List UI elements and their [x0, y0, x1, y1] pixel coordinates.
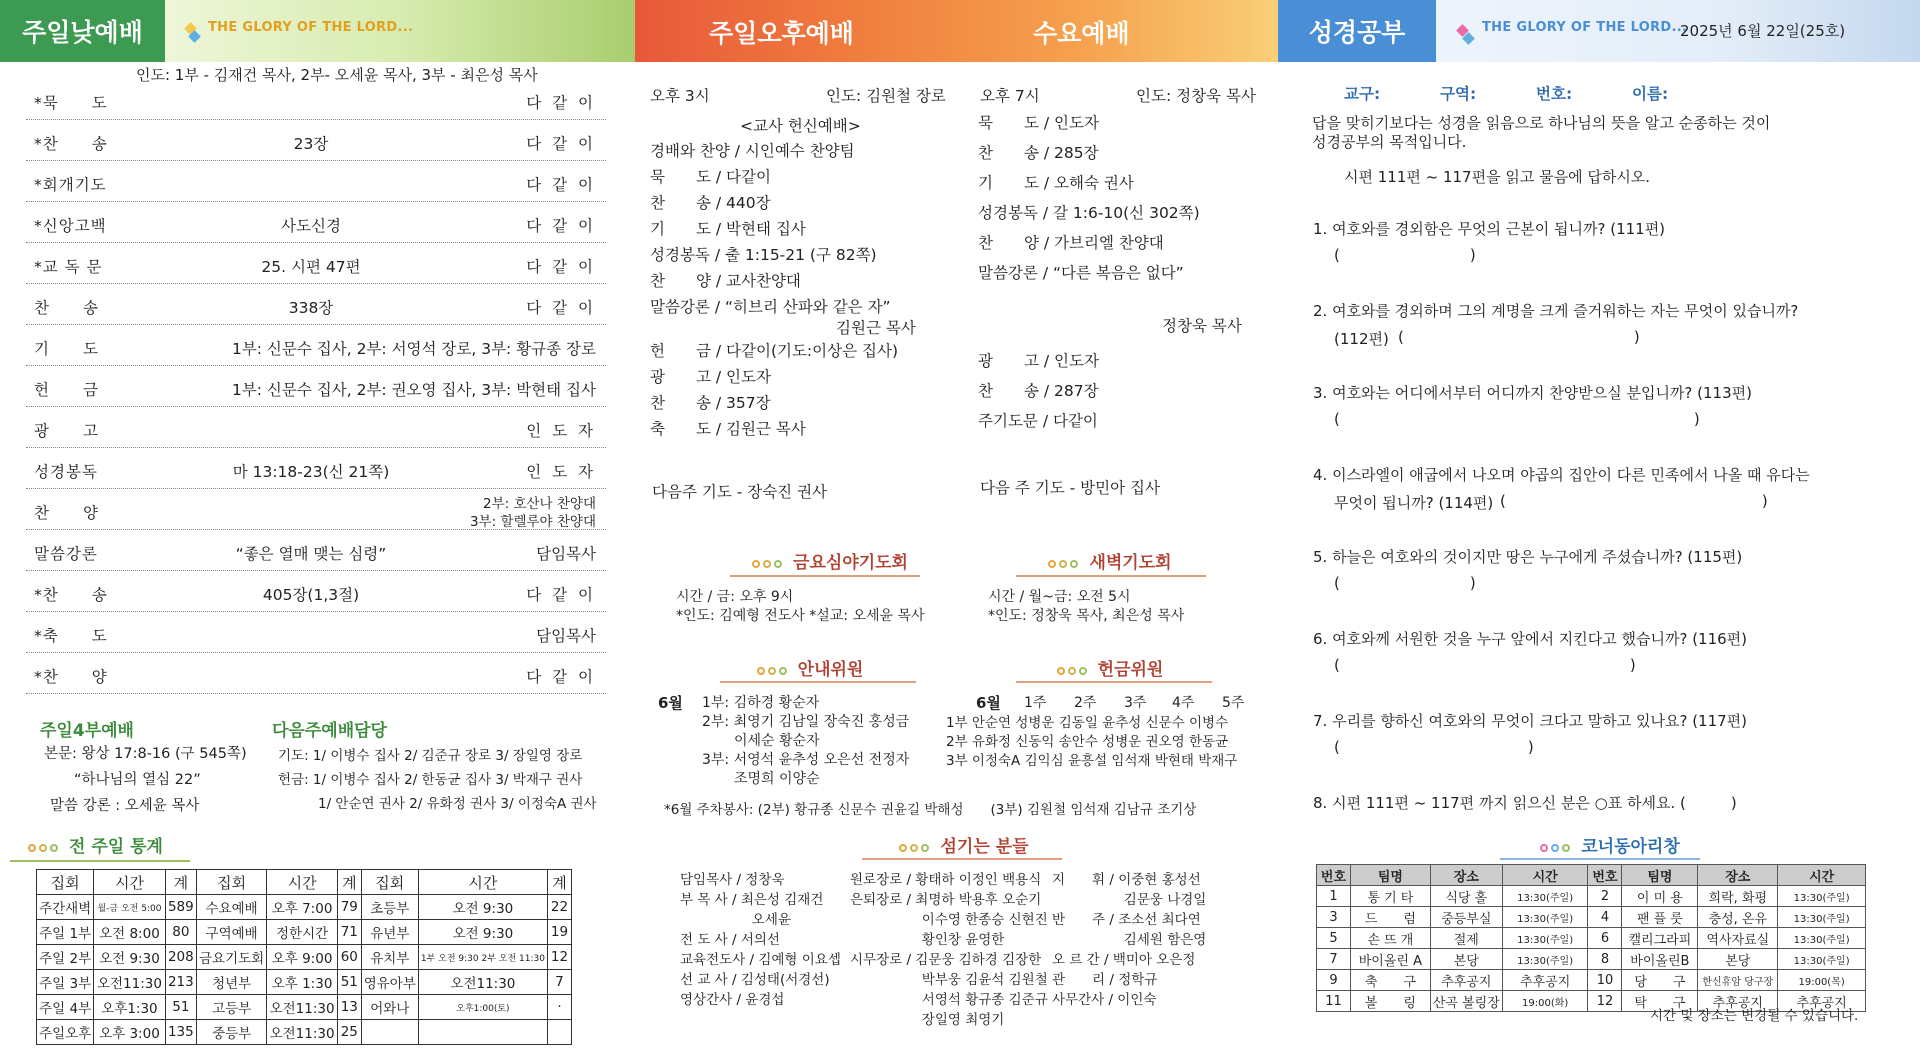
dawn-lead: *인도: 정창욱 목사, 최은성 목사: [988, 608, 1185, 624]
table-cell: [418, 1020, 547, 1045]
table-cell: 오전11:30: [267, 1020, 338, 1045]
answer-blank-1[interactable]: ( ): [1334, 246, 1476, 264]
offering-row: 3부 이정숙A 김익심 윤흥설 임석재 박현태 박재구: [946, 753, 1238, 769]
order-row: 찬 양 2부: 호산나 찬양대 3부: 할렐루야 찬양대: [26, 490, 606, 530]
glory-text: THE GLORY OF THE LORD...: [208, 20, 414, 35]
afternoon-item: 헌 금 / 다같이(기도:이상은 집사): [650, 342, 898, 360]
table-cell: 오전11:30: [94, 970, 165, 995]
header-afternoon: [635, 0, 1278, 62]
offering-underline: [1016, 681, 1212, 683]
table-cell: 주일오후: [37, 1020, 94, 1045]
table-cell: 수요예배: [197, 895, 267, 920]
fourth-text: 본문: 왕상 17:8-16 (구 545쪽): [44, 746, 247, 762]
table-header-cell: 계: [165, 870, 196, 895]
table-cell: 12: [547, 945, 571, 970]
question-4: 4. 이스라엘이 애굽에서 나오며 야곱의 집안이 다른 민족에서 나올 때 유다는: [1313, 466, 1810, 484]
table-cell: 어와나: [361, 995, 418, 1020]
table-row: [1317, 886, 1866, 907]
offering-row: 1부 안순연 성병운 김동일 윤추성 신문수 이병수: [946, 715, 1229, 731]
servant-line: 은퇴장로 / 최명하 박용후 오순기: [850, 892, 1042, 908]
wed-time: 오후 7시: [980, 87, 1040, 105]
table-cell: 식당 홀: [1430, 886, 1502, 907]
club-underline: [1500, 858, 1700, 860]
table-cell: 11: [1317, 991, 1351, 1012]
table-row: [37, 1020, 572, 1045]
friday-title: 금요심야기도회: [730, 548, 930, 573]
order-row: 말씀강론 “좋은 열매 맺는 심령” 담임목사: [26, 531, 606, 571]
afternoon-items: [650, 138, 891, 320]
table-cell: 유년부: [361, 920, 418, 945]
wed-item: 찬 송 / 285장: [978, 144, 1099, 162]
table-cell: 8: [1588, 949, 1622, 970]
ushers-line: 3부: 서영석 윤추성 오은선 전정자: [702, 752, 910, 768]
table-cell: 10: [1588, 970, 1622, 991]
wed-items-2: [978, 346, 1099, 436]
choir-2: 2부: 호산나 찬양대: [482, 496, 596, 512]
label-number: 번호:: [1536, 85, 1573, 103]
servant-line: 오 르 간 / 백미아 오은정: [1052, 952, 1196, 968]
table-cell: 208: [165, 945, 196, 970]
table-cell: 오전 9:30: [418, 895, 547, 920]
order-row: 기 도 1부: 신문수 집사, 2부: 서영석 장로, 3부: 황규종 장로: [26, 326, 606, 366]
table-row: [1317, 970, 1866, 991]
table-row: [37, 995, 572, 1020]
wed-item: 말씀강론 / “다른 복음은 없다”: [978, 264, 1184, 282]
table-cell: 6: [1588, 928, 1622, 949]
order-row: 헌 금 1부: 신문수 집사, 2부: 권오영 집사, 3부: 박현태 집사: [26, 367, 606, 407]
wed-preacher: 정창욱 목사: [1162, 317, 1242, 335]
table-header-cell: 시간: [1502, 865, 1588, 886]
question-1: 1. 여호와를 경외함은 무엇의 근본이 됩니까? (111편): [1313, 220, 1666, 238]
answer-blank-6[interactable]: ( ): [1334, 656, 1636, 674]
table-cell: 주일 3부: [37, 970, 94, 995]
table-cell: 충성, 온유: [1698, 907, 1778, 928]
afternoon-item: 기 도 / 박현태 집사: [650, 220, 806, 238]
table-header-cell: 장소: [1698, 865, 1778, 886]
afternoon-time: 오후 3시: [650, 87, 710, 105]
table-cell: 7: [547, 970, 571, 995]
table-cell: 4: [1588, 907, 1622, 928]
table-cell: 구역예배: [197, 920, 267, 945]
offering-month: 6월: [976, 694, 1001, 712]
stats-title: 전 주일 통계: [28, 832, 163, 857]
table-cell: 오전 9:30: [418, 920, 547, 945]
table-cell: 주일 2부: [37, 945, 94, 970]
study-intro-2: 성경공부의 목적입니다.: [1312, 133, 1467, 151]
next-offering-1: 헌금: 1/ 이병수 집사 2/ 한동균 집사 3/ 박재구 권사: [278, 772, 583, 788]
wed-item: 성경봉독 / 갈 1:6-10(신 302쪽): [978, 204, 1200, 222]
table-cell: 25: [337, 1020, 361, 1045]
morning-order: [26, 80, 606, 700]
dots-icon: [1057, 660, 1090, 680]
header-study: [1278, 0, 1920, 62]
ushers-title: 안내위원: [710, 655, 910, 680]
table-cell: 9: [1317, 970, 1351, 991]
dawn-underline: [1016, 575, 1206, 577]
club-table: [1316, 864, 1866, 1012]
dots-icon: [752, 553, 785, 573]
order-row: *찬 송 405장(1,3절) 다 같 이: [26, 572, 606, 612]
club-title: 코너동아리창: [1500, 832, 1720, 857]
table-cell: 135: [165, 1020, 196, 1045]
next-offering-2: 1/ 안순연 권사 2/ 유화정 권사 3/ 이정숙A 권사: [318, 796, 597, 812]
question-6: 6. 여호와께 서원한 것을 누구 앞에서 지킨다고 했습니까? (116편): [1313, 630, 1748, 648]
servants-underline: [862, 858, 1062, 860]
dots-icon: [1048, 553, 1081, 573]
servant-line: 교육전도사 / 김예형 이요셉: [680, 952, 841, 968]
friday-underline: [730, 575, 920, 577]
table-cell: 오후 7:00: [267, 895, 338, 920]
servant-line: 시무장로 / 김문웅 김하경 김장한: [850, 952, 1042, 968]
table-cell: 13:30(주일): [1502, 949, 1588, 970]
table-cell: 바이올린 A: [1350, 949, 1430, 970]
table-cell: 팬 플 룻: [1622, 907, 1698, 928]
table-header-cell: 번호: [1317, 865, 1351, 886]
servant-line: 지 휘 / 이중현 홍성선: [1052, 872, 1201, 888]
afternoon-item: 찬 송 / 440장: [650, 194, 771, 212]
order-row: *찬 송 23장 다 같 이: [26, 121, 606, 161]
wed-item: 광 고 / 인도자: [978, 352, 1099, 370]
table-cell: 축 구: [1350, 970, 1430, 991]
ushers-line: 이세순 황순자: [734, 733, 820, 749]
servant-line: 원로장로 / 황태하 이정인 백용식: [850, 872, 1042, 888]
servant-line: 영상간사 / 윤경섭: [680, 992, 785, 1008]
table-cell: 오후 1:30: [267, 970, 338, 995]
table-cell: 월-금 오전 5:00: [94, 895, 165, 920]
table-header-cell: 계: [547, 870, 571, 895]
label-district: 교구:: [1344, 85, 1381, 103]
wed-item: 주기도문 / 다같이: [978, 412, 1098, 430]
table-cell: 캘리그라피: [1622, 928, 1698, 949]
table-cell: 79: [337, 895, 361, 920]
stats-table: [36, 869, 572, 1045]
order-row: 광 고 인 도 자: [26, 408, 606, 448]
table-row: [37, 945, 572, 970]
table-cell: 19: [547, 920, 571, 945]
table-row: [37, 920, 572, 945]
choir-3: 3부: 할렐루야 찬양대: [469, 514, 596, 530]
table-header-cell: 장소: [1430, 865, 1502, 886]
table-cell: 본당: [1698, 949, 1778, 970]
stats-underline: [10, 860, 190, 862]
table-cell: 이 미 용: [1622, 886, 1698, 907]
wed-item: 찬 양 / 가브리엘 찬양대: [978, 234, 1164, 252]
question-2-ref: (112편): [1334, 330, 1389, 348]
table-cell: 12: [1588, 991, 1622, 1012]
morning-leaders: 인도: 1부 - 김재건 목사, 2부- 오세윤 목사, 3부 - 최은성 목사: [136, 66, 538, 84]
afternoon-item: 찬 양 / 교사찬양대: [650, 272, 801, 290]
afternoon-item: 축 도 / 김원근 목사: [650, 420, 806, 438]
order-row: *축 도 담임목사: [26, 613, 606, 653]
table-header-cell: 시간: [418, 870, 547, 895]
servants-title: 섬기는 분들: [864, 832, 1064, 857]
servant-line: 관 리 / 정학규: [1052, 972, 1158, 988]
table-cell: 오전11:30: [418, 970, 547, 995]
week-label: 5주: [1222, 695, 1245, 711]
table-cell: 추후공지: [1778, 991, 1866, 1012]
table-cell: 한신휴암 당구장: [1698, 970, 1778, 991]
table-cell: 청년부: [197, 970, 267, 995]
friday-time: 시간 / 금: 오후 9시: [676, 589, 794, 605]
table-header-cell: 시간: [1778, 865, 1866, 886]
table-cell: [361, 1020, 418, 1045]
table-cell: 오후 9:00: [267, 945, 338, 970]
table-cell: 주일 4부: [37, 995, 94, 1020]
table-header-row: [37, 870, 572, 895]
table-row: [1317, 949, 1866, 970]
table-cell: 탁 구: [1622, 991, 1698, 1012]
study-instruction: 시편 111편 ~ 117편을 읽고 물음에 답하시오.: [1344, 168, 1651, 186]
table-row: [37, 970, 572, 995]
table-header-cell: 번호: [1588, 865, 1622, 886]
servant-line: 황인창 윤영한: [850, 932, 1005, 948]
table-header-cell: 집회: [37, 870, 94, 895]
table-cell: 추후공지: [1698, 991, 1778, 1012]
table-cell: 추후공지: [1430, 970, 1502, 991]
order-row: *교 독 문 25. 시편 47편 다 같 이: [26, 244, 606, 284]
servant-line: 장일영 최영기: [850, 1012, 1005, 1028]
dots-icon: [28, 837, 61, 857]
table-cell: 오후1:00(토): [418, 995, 547, 1020]
table-cell: 13: [337, 995, 361, 1020]
table-cell: 3: [1317, 907, 1351, 928]
week-label: 4주: [1172, 695, 1195, 711]
week-label: 3주: [1124, 695, 1147, 711]
table-cell: 51: [337, 970, 361, 995]
label-name: 이름:: [1632, 85, 1669, 103]
answer-blank-2[interactable]: ( ): [1398, 328, 1640, 346]
glory-text: THE GLORY OF THE LORD...: [1482, 20, 1688, 35]
table-header-cell: 팀명: [1350, 865, 1430, 886]
afternoon-item: 말씀강론 / “히브리 산파와 같은 자”: [650, 298, 891, 316]
table-header-cell: 팀명: [1622, 865, 1698, 886]
table-cell: 13:30(주일): [1778, 949, 1866, 970]
question-4-ref: 무엇이 됩니까? (114편): [1334, 494, 1494, 512]
label-area: 구역:: [1440, 85, 1477, 103]
dawn-title: 새벽기도회: [1010, 548, 1210, 573]
table-cell: 오전11:30: [267, 995, 338, 1020]
table-cell: 13:30(주일): [1502, 886, 1588, 907]
table-cell: 바이올린B: [1622, 949, 1698, 970]
table-cell: 드 럼: [1350, 907, 1430, 928]
wed-leader: 인도: 정창욱 목사: [1136, 87, 1256, 105]
servant-line: 서영석 황규종 김준규: [850, 992, 1048, 1008]
week-label: 2주: [1074, 695, 1097, 711]
servant-line: 김세원 함은영: [1052, 932, 1207, 948]
table-cell: 213: [165, 970, 196, 995]
table-cell: 13:30(주일): [1502, 928, 1588, 949]
table-cell: 13:30(주일): [1778, 886, 1866, 907]
answer-blank-4[interactable]: ( ): [1500, 492, 1768, 510]
ushers-underline: [720, 681, 916, 683]
table-row: [1317, 928, 1866, 949]
wed-item: 찬 송 / 287장: [978, 382, 1099, 400]
table-cell: 589: [165, 895, 196, 920]
question-2: 2. 여호와를 경외하며 그의 계명을 크게 즐거워하는 자는 무엇이 있습니까?: [1313, 302, 1799, 320]
servant-line: 선 교 사 / 김성태(서경선): [680, 972, 830, 988]
table-cell: 13:30(주일): [1778, 928, 1866, 949]
table-header-cell: 시간: [267, 870, 338, 895]
answer-blank-3[interactable]: ( ): [1334, 410, 1700, 428]
table-cell: 산곡 볼링장: [1430, 991, 1502, 1012]
question-7: 7. 우리를 향하신 여호와의 무엇이 크다고 말하고 있나요? (117편): [1313, 712, 1748, 730]
order-row: *묵 도 다 같 이: [26, 80, 606, 120]
servant-line: 부 목 사 / 최은성 김재건: [680, 892, 824, 908]
study-intro-1: 답을 맞히기보다는 성경을 읽음으로 하나님의 뜻을 알고 순종하는 것이: [1312, 114, 1771, 132]
table-cell: 13:30(주일): [1502, 907, 1588, 928]
table-cell: ·: [547, 995, 571, 1020]
servant-line: 전 도 사 / 서의선: [680, 932, 780, 948]
ushers-line: 1부: 김하경 황순자: [702, 695, 820, 711]
afternoon-leader: 인도: 김원철 장로: [826, 87, 946, 105]
table-row: [37, 895, 572, 920]
servant-line: 오세윤: [680, 912, 791, 928]
table-cell: 역사자료실: [1698, 928, 1778, 949]
question-5: 5. 하늘은 여호와의 것이지만 땅은 누구에게 주셨습니까? (115편): [1313, 548, 1743, 566]
servant-line: 이수영 한종승 신현진: [850, 912, 1048, 928]
question-8: 8. 시편 111편 ~ 117편 까지 읽으신 분은 ○표 하세요. ( ): [1313, 794, 1737, 812]
afternoon-item: 경배와 찬양 / 시인예수 찬양팀: [650, 142, 855, 160]
table-cell: [547, 1020, 571, 1045]
wed-item: 묵 도 / 인도자: [978, 114, 1099, 132]
question-3: 3. 여호와는 어디에서부터 어디까지 찬양받으실 분입니까? (113편): [1313, 384, 1752, 402]
wed-items: [978, 108, 1200, 288]
fourth-speaker: 말씀 강론 : 오세윤 목사: [50, 798, 200, 814]
table-cell: 정한시간: [267, 920, 338, 945]
ushers-line: 2부: 최영기 김남일 장숙진 홍성금: [702, 714, 910, 730]
afternoon-preacher: 김원근 목사: [836, 319, 916, 337]
next-prayer: 기도: 1/ 이병수 집사 2/ 김준규 장로 3/ 장일영 장로: [278, 748, 583, 764]
table-cell: 손 뜨 개: [1350, 928, 1430, 949]
table-cell: 71: [337, 920, 361, 945]
table-cell: 영유아부: [361, 970, 418, 995]
servant-line: 김문웅 나경일: [1052, 892, 1207, 908]
dawn-time: 시간 / 월~금: 오전 5시: [988, 589, 1131, 605]
fourth-service-title: 주일4부예배: [40, 721, 134, 741]
table-cell: 중등부: [197, 1020, 267, 1045]
week-label: 1주: [1024, 695, 1047, 711]
offering-title: 헌금위원: [1010, 655, 1210, 680]
table-cell: 1: [1317, 886, 1351, 907]
table-cell: 오후 3:00: [94, 1020, 165, 1045]
table-header-cell: 집회: [361, 870, 418, 895]
table-cell: 22: [547, 895, 571, 920]
header-morning: [0, 0, 635, 62]
table-cell: 볼 링: [1350, 991, 1430, 1012]
answer-blank-7[interactable]: ( ): [1334, 738, 1534, 756]
issue-date: 2025년 6월 22일(25호): [1680, 22, 1846, 40]
servant-line: 반 주 / 조소선 최다연: [1052, 912, 1201, 928]
dots-icon: [899, 837, 932, 857]
table-cell: 고등부: [197, 995, 267, 1020]
table-cell: 7: [1317, 949, 1351, 970]
table-header-row: [1317, 865, 1866, 886]
table-cell: 절제: [1430, 928, 1502, 949]
afternoon-item: 성경봉독 / 출 1:15-21 (구 82쪽): [650, 246, 877, 264]
ushers-line: 조명희 이양순: [734, 771, 820, 787]
next-duty-title: 다음주예배담당: [272, 721, 387, 741]
order-row: *찬 양 다 같 이: [26, 654, 606, 694]
afternoon-next-prayer: 다음주 기도 - 장숙진 권사: [652, 483, 828, 501]
afternoon-subtitle: <교사 헌신예배>: [740, 117, 861, 135]
afternoon-items-2: [650, 338, 898, 442]
afternoon-item: 광 고 / 인도자: [650, 368, 771, 386]
servant-line: 담임목사 / 정창욱: [680, 872, 785, 888]
wed-item: 기 도 / 오해숙 권사: [978, 174, 1134, 192]
table-header-cell: 계: [337, 870, 361, 895]
table-cell: 추후공지: [1502, 970, 1588, 991]
afternoon-title: 주일오후예배: [709, 19, 854, 48]
order-row: 성경봉독 마 13:18-23(신 21쪽) 인 도 자: [26, 449, 606, 489]
table-cell: 중등부실: [1430, 907, 1502, 928]
parking-note: *6월 주차봉사: (2부) 황규종 신문수 권윤길 박해성 (3부) 김원철 임석재 김남규 조기상: [664, 802, 1197, 818]
friday-lead: *인도: 김예형 전도사 *설교: 오세윤 목사: [676, 608, 925, 624]
morning-tab: 주일낮예배: [0, 0, 165, 62]
table-cell: 51: [165, 995, 196, 1020]
table-cell: 당 구: [1622, 970, 1698, 991]
answer-blank-5[interactable]: ( ): [1334, 574, 1476, 592]
table-cell: 희락, 화평: [1698, 886, 1778, 907]
afternoon-item: 찬 송 / 357장: [650, 394, 771, 412]
offering-row: 2부 유화정 신동익 송안수 성병운 권오영 한동균: [946, 734, 1229, 750]
order-row: 찬 송 338장 다 같 이: [26, 285, 606, 325]
table-cell: 주간새벽: [37, 895, 94, 920]
ushers-month: 6월: [658, 694, 683, 712]
table-cell: 80: [165, 920, 196, 945]
table-cell: 오전 9:30: [94, 945, 165, 970]
wednesday-title: 수요예배: [1033, 19, 1130, 48]
servant-line: 사무간사 / 이인숙: [1052, 992, 1157, 1008]
table-header-cell: 시간: [94, 870, 165, 895]
table-cell: 주일 1부: [37, 920, 94, 945]
wed-next-prayer: 다음 주 기도 - 방민아 집사: [980, 479, 1160, 497]
table-row: [1317, 907, 1866, 928]
afternoon-item: 묵 도 / 다같이: [650, 168, 771, 186]
dots-icon: [757, 660, 790, 680]
servant-line: 박부웅 김윤석 김원철: [850, 972, 1048, 988]
table-cell: 5: [1317, 928, 1351, 949]
table-cell: 통 기 타: [1350, 886, 1430, 907]
table-cell: 본당: [1430, 949, 1502, 970]
table-cell: 2: [1588, 886, 1622, 907]
study-tab: 성경공부: [1278, 0, 1436, 62]
table-cell: 금요기도회: [197, 945, 267, 970]
club-note: 시간 및 장소는 변경될 수 있습니다.: [1650, 1008, 1859, 1024]
table-cell: 13:30(주일): [1778, 907, 1866, 928]
table-cell: 초등부: [361, 895, 418, 920]
table-cell: 오후1:30: [94, 995, 165, 1020]
fourth-sermon: “하나님의 열심 22”: [74, 772, 201, 788]
order-row: *신앙고백 사도신경 다 같 이: [26, 203, 606, 243]
table-cell: 19:00(목): [1778, 970, 1866, 991]
table-cell: 오전 8:00: [94, 920, 165, 945]
table-cell: 유치부: [361, 945, 418, 970]
table-cell: 60: [337, 945, 361, 970]
dots-icon: [1540, 837, 1573, 857]
table-cell: 19:00(화): [1502, 991, 1588, 1012]
table-cell: 1부 오전 9:30 2부 오전 11:30: [418, 945, 547, 970]
order-row: *회개기도 다 같 이: [26, 162, 606, 202]
table-header-cell: 집회: [197, 870, 267, 895]
